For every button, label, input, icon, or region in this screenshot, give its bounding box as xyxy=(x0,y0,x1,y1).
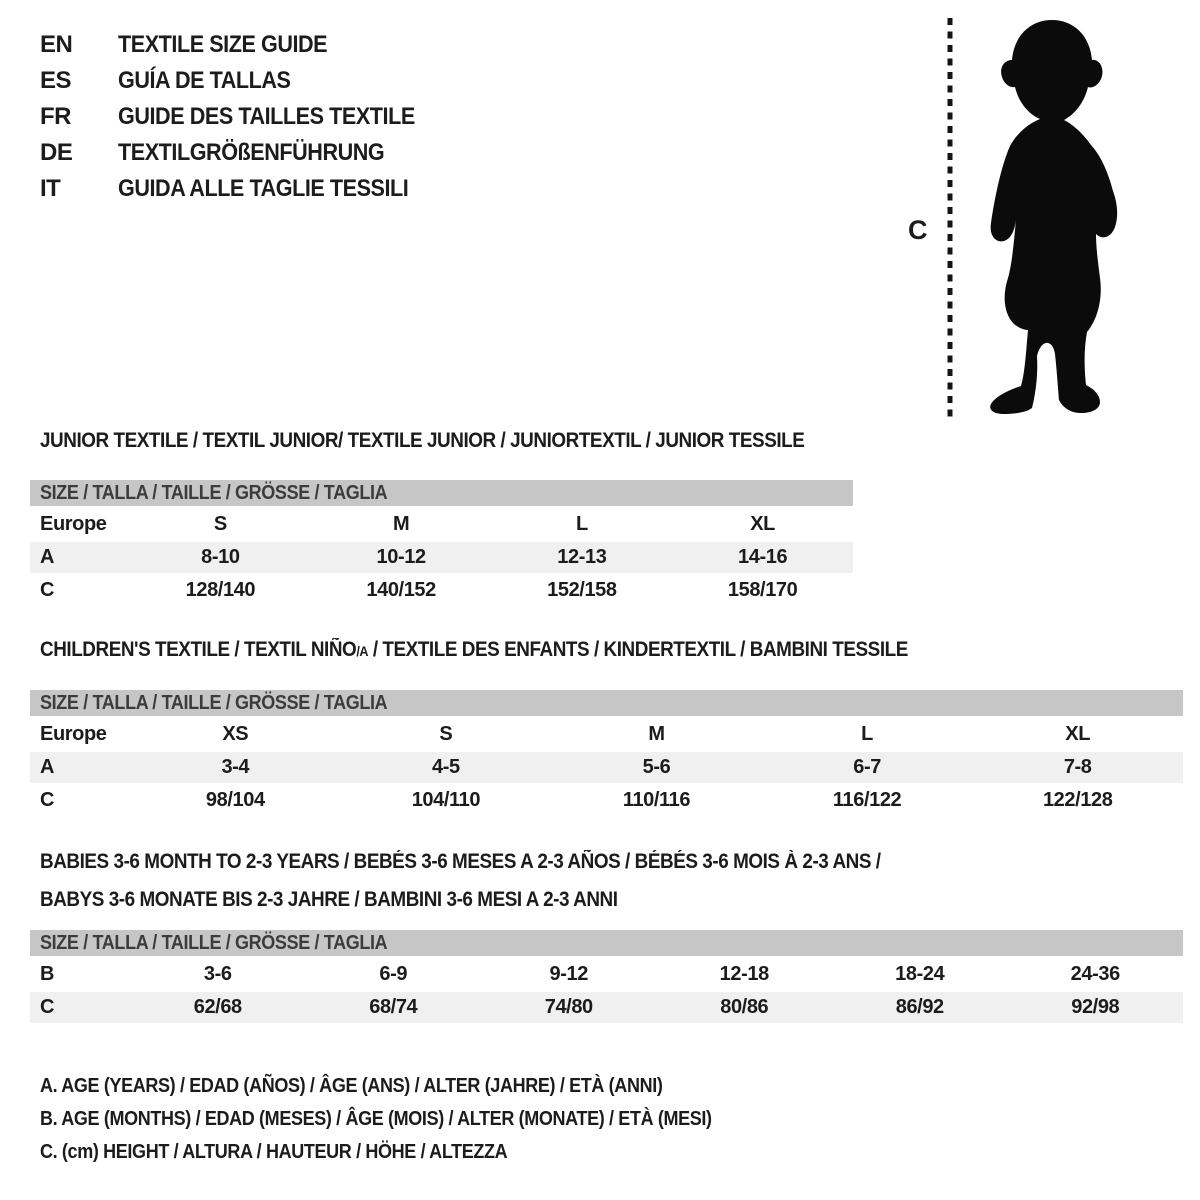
size-header-bar xyxy=(30,480,853,508)
value-cell: 152/158 xyxy=(492,574,673,606)
row-label: B xyxy=(30,958,130,992)
value-cell: 3-6 xyxy=(130,958,306,992)
value-cell: 98/104 xyxy=(130,784,341,816)
value-cell: 116/122 xyxy=(762,784,973,816)
value-cell: 104/110 xyxy=(341,784,552,816)
row-label: C xyxy=(30,991,130,1023)
value-cell: 140/152 xyxy=(311,574,492,606)
value-cell: 18-24 xyxy=(832,958,1008,992)
legend-line-c: C. (cm) HEIGHT / ALTURA / HAUTEUR / HÖHE / ALTEZZA xyxy=(40,1141,508,1163)
value-cell: 86/92 xyxy=(832,991,1008,1023)
babies-section-title xyxy=(40,843,974,919)
children-title-sub: /A xyxy=(356,643,369,659)
size-cell: XL xyxy=(972,718,1183,752)
table-row-age xyxy=(30,541,853,574)
row-label: Europe xyxy=(30,718,130,752)
size-header-label: SIZE / TALLA / TAILLE / GRÖSSE / TAGLIA xyxy=(40,691,388,714)
value-cell: 24-36 xyxy=(1008,958,1184,992)
value-cell: 128/140 xyxy=(130,574,311,606)
table-row-height xyxy=(30,784,1183,816)
junior-section-title: JUNIOR TEXTILE / TEXTIL JUNIOR/ TEXTILE JUNIOR / JUNIORTEXTIL / JUNIOR TESSILE xyxy=(40,429,805,452)
children-size-table xyxy=(30,690,1183,816)
height-dashed-line xyxy=(945,16,955,420)
size-header-bar xyxy=(30,930,1183,958)
value-cell: 80/86 xyxy=(657,991,833,1023)
value-cell: 12-18 xyxy=(657,958,833,992)
legend xyxy=(40,1070,786,1169)
language-code: EN xyxy=(40,31,73,58)
value-cell: 74/80 xyxy=(481,991,657,1023)
value-cell: 9-12 xyxy=(481,958,657,992)
guide-title-it: GUIDA ALLE TAGLIE TESSILI xyxy=(118,175,409,202)
table-row-months xyxy=(30,958,1183,992)
language-code: DE xyxy=(40,139,73,166)
size-cell: XS xyxy=(130,718,341,752)
size-header-label: SIZE / TALLA / TAILLE / GRÖSSE / TAGLIA xyxy=(40,481,388,504)
value-cell: 12-13 xyxy=(492,541,673,574)
size-cell: S xyxy=(130,508,311,542)
table-row-height xyxy=(30,574,853,606)
value-cell: 158/170 xyxy=(672,574,853,606)
value-cell: 122/128 xyxy=(972,784,1183,816)
size-header-label: SIZE / TALLA / TAILLE / GRÖSSE / TAGLIA xyxy=(40,931,388,954)
table-row-age xyxy=(30,751,1183,784)
junior-size-table xyxy=(30,480,853,606)
toddler-silhouette-icon xyxy=(964,12,1144,422)
language-row-en xyxy=(40,27,448,63)
row-label: A xyxy=(30,751,130,784)
guide-title-es: GUÍA DE TALLAS xyxy=(118,67,291,94)
table-row-europe xyxy=(30,508,853,542)
value-cell: 62/68 xyxy=(130,991,306,1023)
table-row-europe xyxy=(30,718,1183,752)
value-cell: 10-12 xyxy=(311,541,492,574)
legend-line-a: A. AGE (YEARS) / EDAD (AÑOS) / ÂGE (ANS) / ALTER (JAHRE) / ETÀ (ANNI) xyxy=(40,1075,663,1097)
children-title-part3: / TEXTILE DES ENFANTS / KINDERTEXTIL / BAMBINI TESSILE xyxy=(368,638,908,661)
row-label: C xyxy=(30,574,130,606)
language-code: IT xyxy=(40,175,61,202)
language-code: FR xyxy=(40,103,71,130)
size-cell: M xyxy=(311,508,492,542)
language-code: ES xyxy=(40,67,72,94)
row-label: A xyxy=(30,541,130,574)
value-cell: 4-5 xyxy=(341,751,552,784)
guide-title-de: TEXTILGRÖßENFÜHRUNG xyxy=(118,139,385,166)
value-cell: 5-6 xyxy=(551,751,762,784)
value-cell: 92/98 xyxy=(1008,991,1184,1023)
value-cell: 6-9 xyxy=(306,958,482,992)
value-cell: 6-7 xyxy=(762,751,973,784)
value-cell: 110/116 xyxy=(551,784,762,816)
size-cell: S xyxy=(341,718,552,752)
row-label: C xyxy=(30,784,130,816)
language-title-block xyxy=(40,27,448,207)
legend-line-b: B. AGE (MONTHS) / EDAD (MESES) / ÂGE (MOIS) / ALTER (MONATE) / ETÀ (MESI) xyxy=(40,1108,712,1130)
size-cell: L xyxy=(762,718,973,752)
language-row-de xyxy=(40,135,448,171)
height-measure-label: C xyxy=(908,215,928,245)
value-cell: 68/74 xyxy=(306,991,482,1023)
table-row-height xyxy=(30,991,1183,1023)
language-row-it xyxy=(40,171,448,207)
value-cell: 7-8 xyxy=(972,751,1183,784)
guide-title-en: TEXTILE SIZE GUIDE xyxy=(118,31,328,58)
value-cell: 8-10 xyxy=(130,541,311,574)
language-row-fr xyxy=(40,99,448,135)
language-row-es xyxy=(40,63,448,99)
size-header-bar xyxy=(30,690,1183,718)
babies-title-line2: BABYS 3-6 MONATE BIS 2-3 JAHRE / BAMBINI 3-6 MESI A 2-3 ANNI xyxy=(40,888,618,911)
babies-size-table xyxy=(30,930,1183,1023)
children-title-part1: CHILDREN'S TEXTILE / TEXTIL NIÑO xyxy=(40,638,357,661)
children-section-title xyxy=(40,638,908,662)
size-cell: L xyxy=(492,508,673,542)
size-cell: XL xyxy=(672,508,853,542)
guide-title-fr: GUIDE DES TAILLES TEXTILE xyxy=(118,103,415,130)
babies-title-line1: BABIES 3-6 MONTH TO 2-3 YEARS / BEBÉS 3-6 MESES A 2-3 AÑOS / BÉBÉS 3-6 MOIS À 2-3 ANS / xyxy=(40,850,881,873)
value-cell: 14-16 xyxy=(672,541,853,574)
row-label: Europe xyxy=(30,508,130,542)
size-cell: M xyxy=(551,718,762,752)
value-cell: 3-4 xyxy=(130,751,341,784)
